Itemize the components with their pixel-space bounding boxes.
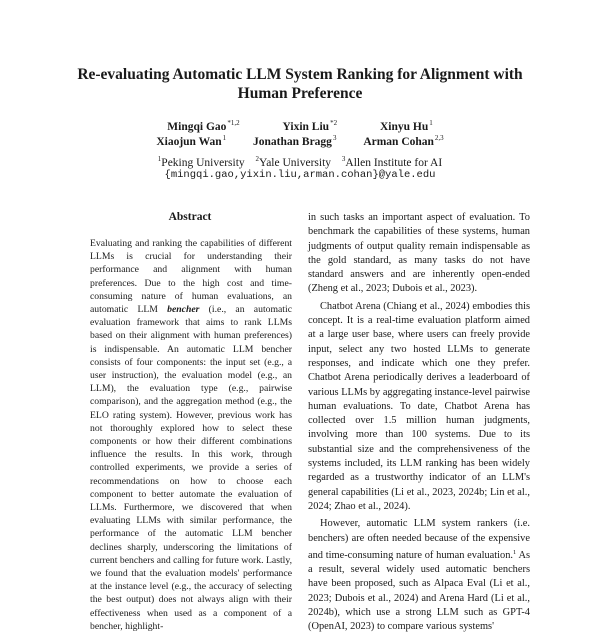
affiliation: $^1$Peking University [157,155,245,169]
body-paragraph: However, automatic LLM system rankers (i.e. benchers) are often needed because of the expensive and time-consuming nature of human evaluation.$^1$ As a result, several widely used automatic benchers have been proposed, such as Alpaca Eval (Li et al., 2023; Dubois et al., 2024) and Arena Hard (Li et al., 2024b), which use a strong LLM such as GPT-4 (OpenAI, 2023) to compare various systems' [308,518,530,633]
abstract-paragraph: Evaluating and ranking the capabilities of different LLMs is crucial for understanding their performance and alignment with human preferences. Due to the high cost and time-consuming nature of human evaluations, an automatic LLM bencher (i.e., an automatic evaluation framework that aims to rank LLMs based on their alignment with human preferences) is indispensable. An automatic LLM bencher consists of four components: the input set (e.g., a user instruction), the evaluation model (e.g., an LLM), the evaluation type (e.g., pairwise comparison), and the aggregation method (e.g., the ELO rating system). However, previous work has not thoroughly explored how to select these components or how their different combinations influence the results. In this work, through controlled experiments, we provide a series of recommendations on how to choose each component to better automate the evaluation of LLMs. Furthermore, we discovered that when evaluating LLMs with similar performance, the performance of the automatic LLM bencher declines sharply, underscoring the limitations of current benchers and calling for future work. Lastly, we found that the evaluation models' performance at the instance level (e.g., the accuracy of selecting the best output) does not always align with their effectiveness when used as a component of a bencher, highlight- [90,238,292,632]
body-paragraph: Chatbot Arena (Chiang et al., 2024) embodies this concept. It is a real-time evaluation platform aimed at a large user base, where users can freely provide input, select any two hosted LLMs to generate responses, and indicate which one they prefer. Chatbot Arena periodically derives a leaderboard of various LLMs by aggregating instance-level pairwise human evaluations. To date, Chatbot Arena has collected over 1.5 million human judgments, involving more than 100 systems. Due to its substantial size and the comprehensiveness of the systems included, its LLM ranking has been widely regarded as a trustworthy indicator of an LLM's general capabilities (Li et al., 2023, 2024b; Lin et al., 2024; Zhao et al., 2024). [308,300,530,512]
author: Jonathan Bragg$^3$ [253,134,337,148]
paper-title: Re-evaluating Automatic LLM System Ranking for Alignment with Human Preference [77,66,523,102]
abstract-text [90,237,292,633]
affiliation: $^2$Yale University [255,155,332,169]
bencher-term: bencher [167,304,200,316]
footnote-marker: 1 [513,548,517,556]
affiliation: $^3$Allen Institute for AI [341,155,443,169]
body-paragraph: in such tasks an important aspect of evaluation. To benchmark the capabilities of these systems, human judgments of output quality remain indispensable as the gold standard, as many tasks do not have standard answers and are inherently open-ended (Zheng et al., 2023; Dubois et al., 2023). [308,212,530,295]
author: Arman Cohan$^{2,3}$ [363,134,444,148]
author: Xiaojun Wan$^1$ [156,134,227,148]
author: Xinyu Hu$^1$ [379,119,433,133]
author: Mingqi Gao$^{*1,2}$ [167,119,240,133]
intro-column [308,211,530,635]
author: Yixin Liu$^{*2}$ [282,119,338,133]
author-email: {mingqi.gao,yixin.liu,arman.cohan}@yale.edu [164,169,436,181]
author-row-2 [0,131,600,150]
abstract-heading: Abstract [168,211,212,223]
